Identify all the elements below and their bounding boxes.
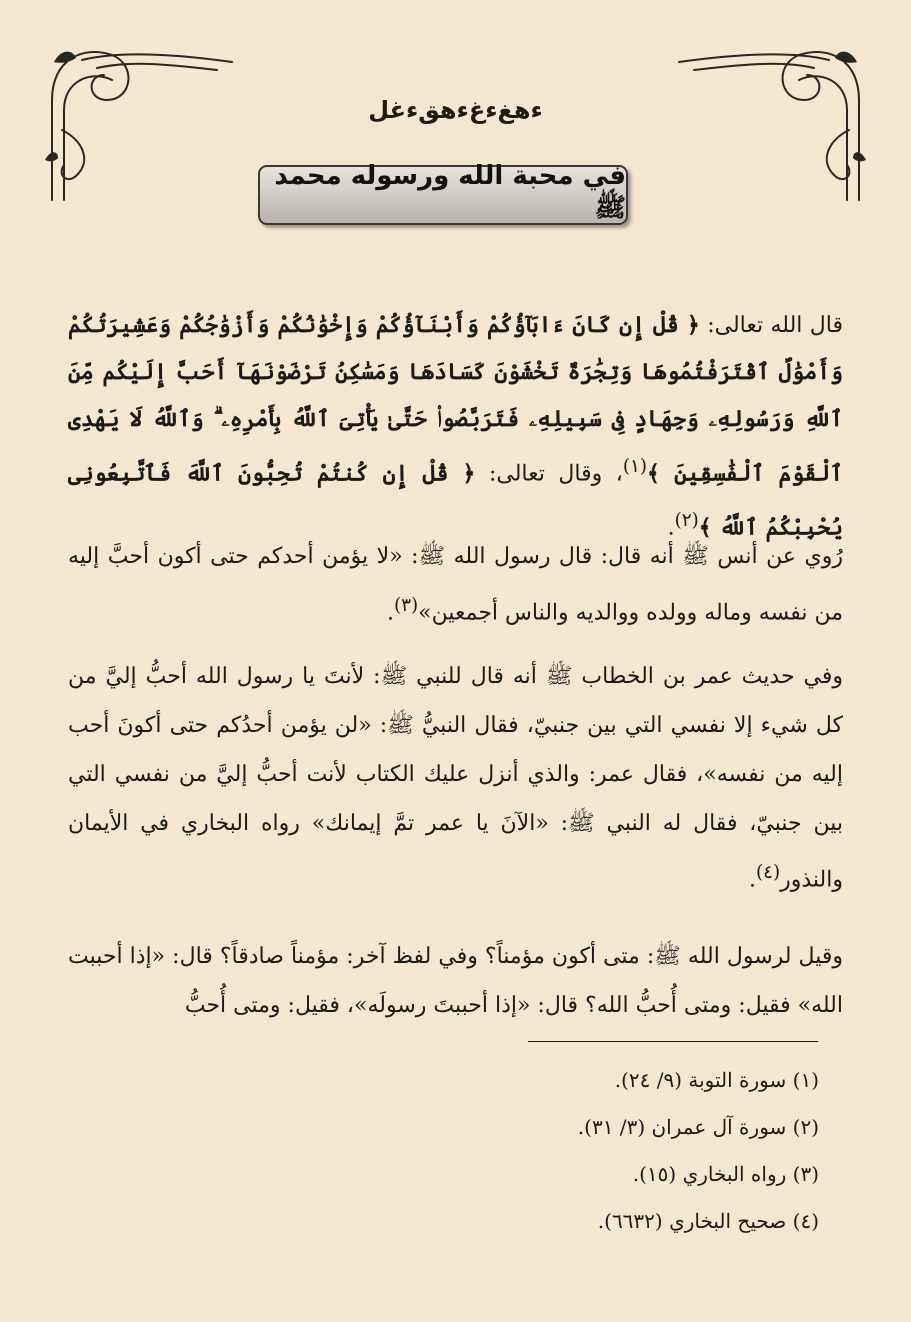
footnote-ref-2: (٢) xyxy=(674,510,699,532)
footnote-ref-4: (٤) xyxy=(755,862,781,883)
corner-ornament-right xyxy=(669,40,869,210)
paragraph-1-middle: ، وقال تعالى: xyxy=(475,461,623,487)
footnote-divider xyxy=(528,1041,818,1042)
paragraph-1-intro: قال الله تعالى: xyxy=(699,313,843,338)
paragraph-4-text: وقيل لرسول الله ﷺ: متى أكون مؤمناً؟ وفي لفظ آخر: مؤمناً صادقاً؟ قال: «إذا أحببت الله» فقيل: ومتى أُحبُّ الله؟ قال: «إذا أحببتَ رسولَه»، فقيل: ومتى أُحبُّ xyxy=(68,944,843,1018)
quran-verse-tawbah: ﴿ قُلْ إِن كَانَ ءَابَآؤُكُمْ وَأَبْنَآؤُكُمْ وَإِخْوَٰنُكُمْ وَأَزْوَٰجُكُمْ وَعَشِيرَتُكُمْ وَأَمْوَٰلٌ ٱقْتَرَفْتُمُوهَا وَتِجَٰرَةٌ تَخْشَوْنَ كَسَادَهَا وَمَسَٰكِنُ تَرْضَوْنَهَآ أَحَبَّ إِلَيْكُم مِّنَ ٱللَّهِ وَرَسُولِهِۦ وَجِهَادٍ فِى سَبِيلِهِۦ فَتَرَبَّصُوا۟ حَتَّىٰ يَأْتِىَ ٱللَّهُ بِأَمْرِهِۦ ۗ وَٱللَّهُ لَا يَهْدِى ٱلْقَوْمَ ٱلْفَٰسِقِينَ ﴾ xyxy=(68,312,843,487)
header-decorative-text: ءهغءغءهقءغل xyxy=(368,96,543,124)
paragraph-3-end: . xyxy=(748,867,756,893)
footnote-1: (١) سورة التوبة (٩/ ٢٤). xyxy=(614,1068,819,1092)
paragraph-3 xyxy=(68,652,843,904)
footnote-ref-3: (٣) xyxy=(393,595,419,616)
footnote-2: (٢) سورة آل عمران (٣/ ٣١). xyxy=(577,1115,819,1139)
footnote-ref-1: (١) xyxy=(622,456,648,477)
paragraph-2-text: رُوي عن أنس ﷺ أنه قال: قال رسول الله ﷺ: «لا يؤمن أحدكم حتى أكون أحبَّ إليه من نفسه وماله وولده ووالديه والناس أجمعين» xyxy=(68,544,843,626)
corner-ornament-left xyxy=(42,40,242,210)
footnote-4: (٤) صحيح البخاري (٦٦٣٢). xyxy=(597,1209,819,1233)
quran-verse-al-imran: ﴿ قُلْ إِن كُنتُمْ تُحِبُّونَ ٱللَّهَ فَٱتَّبِعُونِى يُحْبِبْكُمُ ٱللَّهُ ﴾ xyxy=(68,460,843,541)
paragraph-4 xyxy=(68,932,843,1030)
paragraph-2 xyxy=(68,532,843,637)
paragraph-1 xyxy=(68,302,843,552)
footnote-3: (٣) رواه البخاري (١٥). xyxy=(632,1162,819,1186)
footnotes-list xyxy=(259,1064,819,1252)
paragraph-1-end: . xyxy=(667,515,675,541)
chapter-title: في محبة الله ورسوله محمد ﷺ xyxy=(274,161,626,223)
paragraph-3-text: وفي حديث عمر بن الخطاب ﷺ أنه قال للنبي ﷺ: لأنتَ يا رسول الله أحبُّ إليَّ من كل شيء إلا نفسي التي بين جنبيّ، فقال النبيُّ ﷺ: «لن يؤمن أحدُكم حتى أكونَ أحب إليه من نفسه»، فقال عمر: والذي أنزل عليك الكتاب لأنت أحبُّ إليَّ من نفسي التي بين جنبيّ، فقال له النبي ﷺ: «الآنَ يا عمر تمَّ إيمانك» رواه البخاري في الأيمان والنذور xyxy=(68,664,843,893)
paragraph-2-end: . xyxy=(386,600,394,626)
chapter-title-box xyxy=(258,161,628,225)
